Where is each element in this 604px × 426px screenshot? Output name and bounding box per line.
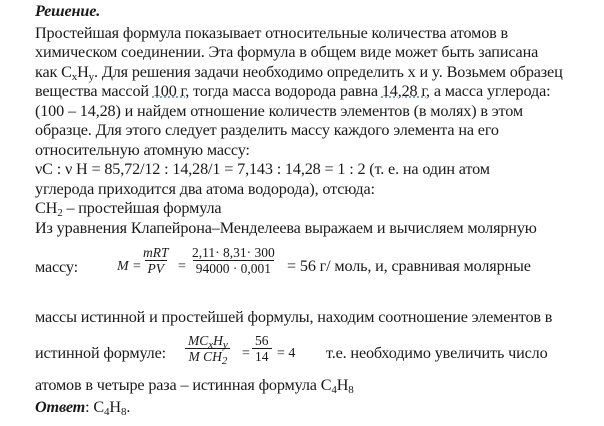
- formula1-result: = 56 г/ моль, и, сравнивая молярные: [287, 257, 531, 275]
- formula1-f2-num: 2,11· 8,31· 300: [192, 245, 275, 260]
- text-line-12: массу:: [35, 258, 78, 276]
- text-line-2: химическом соединении. Эта формула в общем виде может быть записана: [35, 43, 539, 61]
- answer-label: Ответ: [35, 398, 86, 416]
- formula1-f2-den: 94000 · 0,001: [193, 260, 274, 276]
- text-line-15: атомов в четыре раза – истинная формула $C_4H_8$: [35, 376, 354, 396]
- text-line-9: углерода приходится два атома водорода), отсюда:: [35, 180, 375, 198]
- text-line-14-tail: т.е. необходимо увеличить число: [326, 344, 548, 362]
- text-line-6: образце. Для этого следует разделить массу каждого элемента на его: [35, 121, 499, 139]
- formula2-fraction-2: [252, 333, 272, 364]
- text-line-8: νС : ν Н = 85,72/12 : 14,28/1 = 7,143 : 14,28 = 1 : 2 (т. е. на один атом: [35, 160, 490, 178]
- text-line-14: истинной формуле:: [35, 344, 166, 362]
- formula1-eq: =: [178, 259, 186, 274]
- formula1-lhs: M =: [117, 259, 142, 274]
- text-line-4: вещества массой 100 г, тогда масса водорода равна 14,28 г, а масса углерода:: [35, 82, 551, 100]
- formula2-result: = 4: [277, 346, 296, 361]
- text-line-7: относительную атомную массу:: [35, 141, 250, 159]
- answer-line: Ответ: $C_4H_8$.: [35, 398, 131, 418]
- formula2-eq: =: [242, 346, 250, 361]
- formula1-f1-den: PV: [145, 260, 168, 276]
- text-line-5: (100 – 14,28) и найдем отношение количеств элементов (в молях) в этом: [35, 102, 523, 120]
- formula1-fraction-1: [140, 245, 172, 276]
- formula2-f1-num: $MC_xH_y$: [188, 333, 228, 351]
- text-line-3: как $C_xH_y$. Для решения задачи необходимо определить x и y. Возьмем образец: [35, 63, 563, 83]
- formula2-f2-den: 14: [252, 348, 272, 364]
- text-line-1: Простейшая формула показывает относительные количества атомов в: [35, 24, 509, 42]
- text-line-13: массы истинной и простейшей формулы, находим соотношение элементов в: [35, 308, 553, 326]
- formula1-fraction-2: [189, 245, 278, 276]
- heading: Решение.: [35, 2, 101, 20]
- formula2-f1-den: M $CH_2$: [185, 348, 230, 364]
- text-line-11: Из уравнения Клапейрона–Менделеева выражаем и вычисляем молярную: [35, 219, 537, 237]
- text-line-10: $CH_2$ – простейшая формула: [35, 199, 222, 219]
- formula2-fraction-1: [185, 333, 231, 367]
- formula2-f2-num: 56: [255, 333, 269, 348]
- formula1-f1-num: mRT: [143, 245, 169, 260]
